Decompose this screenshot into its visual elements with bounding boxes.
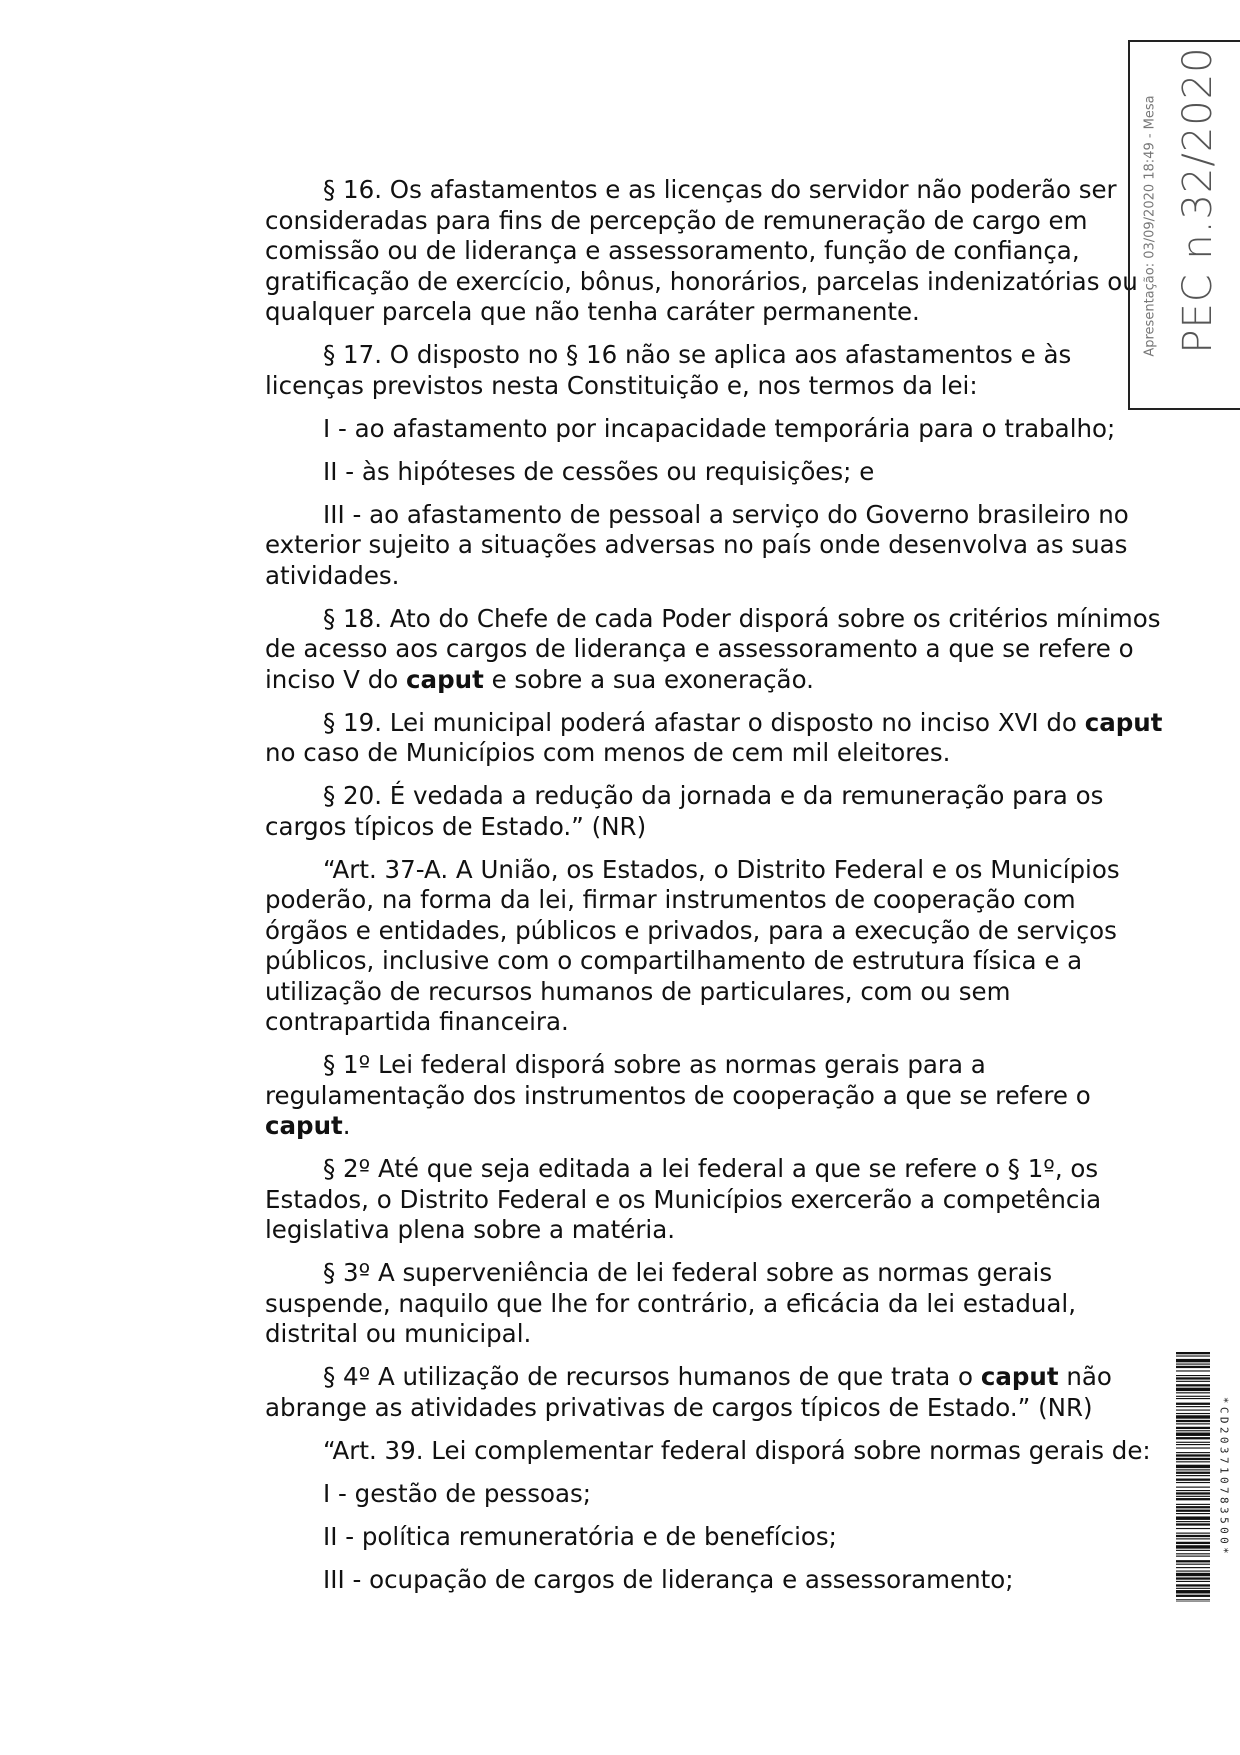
barcode-bar: [1176, 1384, 1210, 1386]
barcode-bar: [1176, 1482, 1210, 1483]
barcode-bar: [1176, 1510, 1210, 1512]
barcode-bar: [1176, 1364, 1210, 1365]
barcode-bar: [1176, 1556, 1210, 1557]
barcode-bar: [1176, 1545, 1210, 1548]
barcode-bar: [1176, 1423, 1210, 1424]
barcode-bar: [1176, 1567, 1210, 1568]
paragraph-art39-inciso-ii: II - política remuneratória e de benefícios;: [323, 1521, 837, 1551]
barcode-bar: [1176, 1564, 1210, 1565]
barcode-bar: [1176, 1403, 1210, 1405]
barcode-bar: [1176, 1396, 1210, 1397]
barcode-bar: [1176, 1410, 1210, 1411]
paragraph-par17-inciso-ii: II - às hipóteses de cessões ou requisições; e: [323, 456, 875, 486]
barcode-bar: [1176, 1513, 1210, 1514]
barcode-bar: [1176, 1447, 1210, 1448]
barcode-bar: [1176, 1469, 1210, 1470]
barcode-bar: [1176, 1542, 1210, 1544]
barcode-bar: [1176, 1523, 1210, 1525]
paragraph-art37a-par2: § 2º Até que seja editada a lei federal a que se refere o § 1º, os Estados, o Distrito Federal e os Municípios exercerão a competência legislativa plena sobre a matéria.: [265, 1154, 1102, 1244]
barcode-bar: [1176, 1415, 1210, 1418]
barcode-bar: [1176, 1413, 1210, 1414]
barcode-bar: [1176, 1461, 1210, 1462]
barcode-bar: [1176, 1392, 1210, 1393]
paragraph-art39-caput: “Art. 39. Lei complementar federal disporá sobre normas gerais de:: [323, 1435, 1151, 1465]
barcode-bar: [1176, 1571, 1210, 1572]
barcode-bar: [1176, 1599, 1210, 1600]
barcode-bar: [1176, 1388, 1210, 1391]
emphasis-caput: caput: [980, 1362, 1059, 1391]
emphasis-caput: caput: [265, 1111, 343, 1140]
barcode-bar: [1176, 1452, 1210, 1453]
paragraph-par17-inciso-iii: III - ao afastamento de pessoal a serviço do Governo brasileiro no exterior sujeito a situações adversas no país onde desenvolva as suas atividades.: [265, 499, 1129, 590]
document-body: [265, 175, 1165, 1608]
paragraph-art37-par17: § 17. O disposto no § 16 não se aplica aos afastamentos e às licenças previstos nesta Constituição e, nos termos da lei:: [265, 340, 1072, 400]
barcode-bar: [1176, 1420, 1210, 1422]
barcode-bar: [1176, 1590, 1210, 1593]
paragraph-art37-par20: § 20. É vedada a redução da jornada e da remuneração para os cargos típicos de Estado.” (NR): [265, 781, 1104, 841]
barcode-bar: [1176, 1538, 1210, 1539]
barcode-bar: [1176, 1487, 1210, 1488]
paragraph-art37a-caput: “Art. 37-A. A União, os Estados, o Distrito Federal e os Municípios poderão, na forma da lei, firmar instrumentos de cooperação com órgãos e entidades, públicos e privados, para a execução de serviços públicos, inclusive com o compartilhamento de estrutura física e a utilização de recursos humanos de particulares, com ou sem contrapartida financeira.: [265, 854, 1120, 1036]
paragraph-art37-par18: § 18. Ato do Chefe de cada Poder disporá sobre os critérios mínimos de acesso aos cargos de liderança e assessoramento a que se refere o inciso V do caput e sobre a sua exoneração.: [265, 603, 1161, 694]
barcode-bar: [1176, 1454, 1210, 1456]
barcode-bar: [1176, 1427, 1210, 1429]
barcode-bar: [1176, 1381, 1210, 1382]
barcode-bar: [1176, 1490, 1210, 1491]
barcode-bar: [1176, 1355, 1210, 1356]
barcode-bar: [1176, 1528, 1210, 1529]
barcode-code-label: *CD203710783500*: [1217, 1396, 1231, 1558]
barcode-bar: [1176, 1581, 1210, 1582]
paragraph-art39-inciso-iii: III - ocupação de cargos de liderança e assessoramento;: [323, 1564, 1014, 1594]
barcode-bar: [1176, 1521, 1210, 1522]
paragraph-par17-inciso-i: I - ao afastamento por incapacidade temporária para o trabalho;: [323, 413, 1116, 443]
paragraph-art37a-par4: § 4º A utilização de recursos humanos de que trata o caput não abrange as atividades privativas de cargos típicos de Estado.” (NR): [265, 1362, 1112, 1422]
paragraph-art37a-par1: § 1º Lei federal disporá sobre as normas gerais para a regulamentação dos instrumentos de cooperação a que se refere o caput.: [265, 1050, 1091, 1140]
barcode-bar: [1176, 1516, 1210, 1519]
barcode-bar: [1176, 1496, 1210, 1497]
barcode-bar: [1176, 1442, 1210, 1443]
barcode-bar: [1176, 1458, 1210, 1460]
barcode-bar: [1176, 1370, 1210, 1371]
barcode-bar: [1176, 1504, 1210, 1505]
emphasis-caput: caput: [406, 664, 484, 694]
barcode-bar: [1176, 1406, 1210, 1407]
barcode-bar: [1176, 1595, 1210, 1597]
barcode-bar: [1176, 1584, 1210, 1586]
paragraph-art37a-par3: § 3º A superveniência de lei federal sobre as normas gerais suspende, naquilo que lhe for contrário, a eficácia da lei estadual, distrital ou municipal.: [265, 1258, 1077, 1348]
barcode-bar: [1176, 1366, 1210, 1368]
barcode-bar: [1176, 1398, 1210, 1399]
barcode-bar: [1176, 1475, 1210, 1476]
barcode-icon: [1176, 1352, 1210, 1602]
barcode-bar: [1176, 1444, 1210, 1445]
barcode-bar: [1176, 1479, 1210, 1481]
emphasis-caput: caput: [1084, 707, 1163, 737]
pec-number-label: PEC n.32/2020: [1175, 46, 1221, 354]
barcode-bar: [1176, 1352, 1210, 1354]
barcode-bar: [1176, 1560, 1210, 1562]
barcode-bar: [1176, 1437, 1210, 1439]
barcode-bar: [1176, 1550, 1210, 1551]
barcode-bar: [1176, 1472, 1210, 1474]
barcode-bar: [1176, 1553, 1210, 1554]
barcode-bar: [1176, 1573, 1210, 1576]
barcode-bar: [1176, 1577, 1210, 1579]
barcode-bar: [1176, 1498, 1210, 1500]
barcode-bar: [1176, 1533, 1210, 1534]
paragraph-art39-inciso-i: I - gestão de pessoas;: [323, 1478, 592, 1508]
barcode-bar: [1176, 1506, 1210, 1508]
barcode-bar: [1176, 1359, 1210, 1362]
barcode-bar: [1176, 1377, 1210, 1379]
barcode-bar: [1176, 1492, 1210, 1494]
barcode-bar: [1176, 1588, 1210, 1589]
paragraph-art37-par19: § 19. Lei municipal poderá afastar o disposto no inciso XVI do caput no caso de Municípios com menos de cem mil eleitores.: [265, 707, 1163, 767]
paragraph-art37-par16: § 16. Os afastamentos e as licenças do servidor não poderão ser consideradas para fins de percepção de remuneração de cargo em comissão ou de liderança e assessoramento, função de confiança, gratificação de exercício, bônus, honorários, parcelas indenizatórias ou qualquer parcela que não tenha caráter permanente.: [265, 175, 1138, 326]
barcode-bar: [1176, 1433, 1210, 1436]
barcode-bar: [1176, 1375, 1210, 1376]
barcode-bar: [1176, 1430, 1210, 1431]
barcode-bar: [1176, 1465, 1210, 1468]
barcode-bar: [1176, 1535, 1210, 1537]
presentation-date-label: Apresentação: 03/09/2020 18:49 - Mesa: [1142, 95, 1158, 357]
